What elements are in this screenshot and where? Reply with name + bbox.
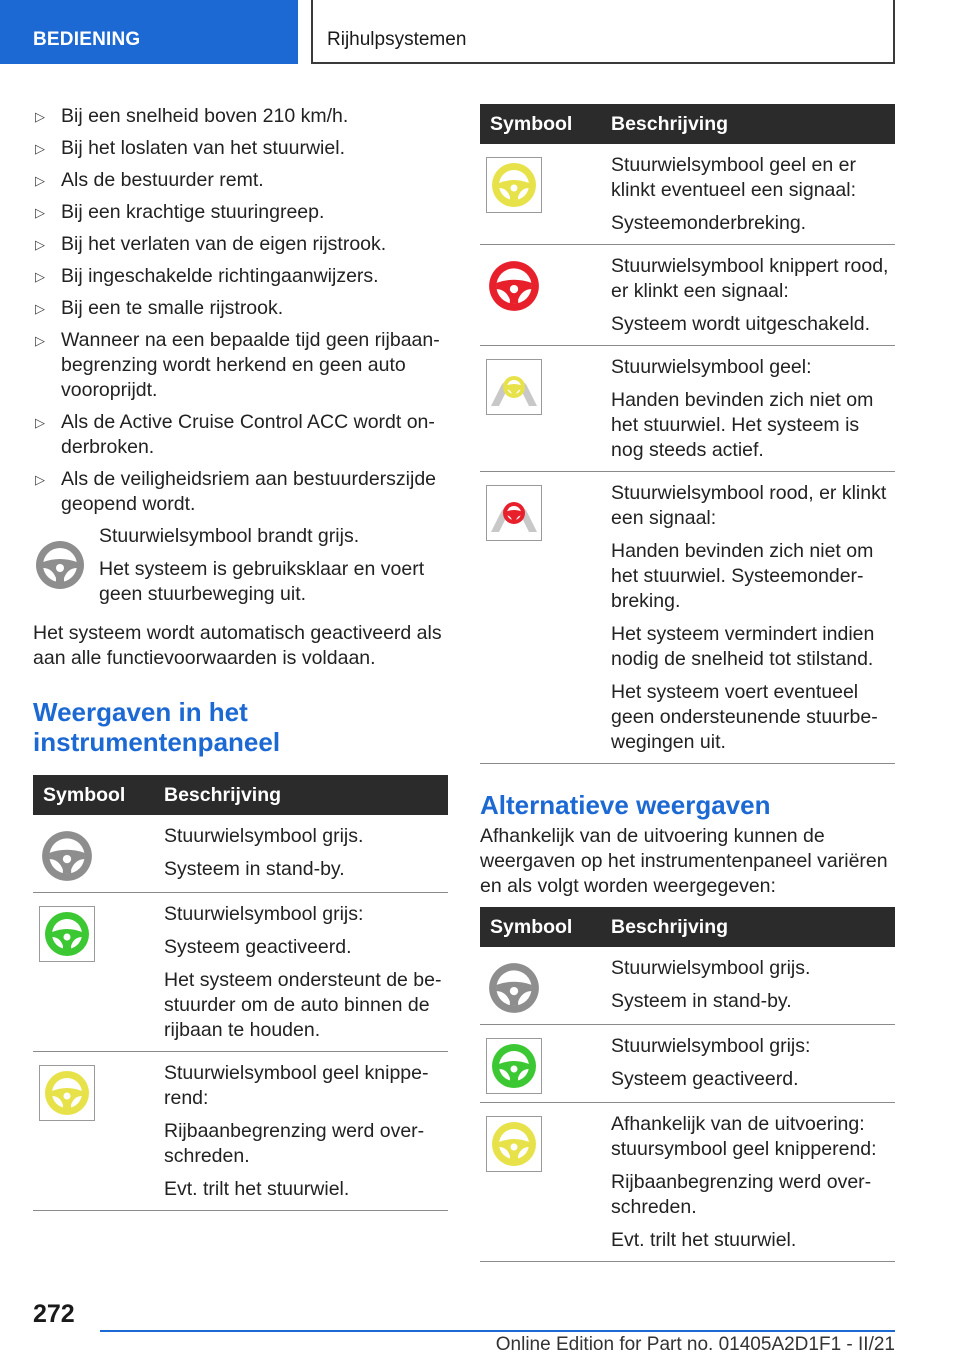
edition-footer: Online Edition for Part no. 01405A2D1F1 - II/21 — [495, 1334, 895, 1355]
column-header-description: Beschrijving — [164, 775, 448, 815]
steering-wheel-yellow-icon — [486, 1116, 542, 1172]
description-line: Rijbaanbegrenzing werd overschreden. — [611, 1171, 872, 1218]
body-paragraph: Afhankelijk van de uitvoering kunnen de weergaven op het instrumentenpaneel variëren en als volgt worden weergegeven: — [480, 825, 888, 897]
description-line: Systeem wordt uitgeschakeld. — [611, 313, 871, 335]
description-line: Stuurwielsymbool grijs: — [164, 903, 364, 925]
section-heading: Alternatieve weergaven — [480, 790, 771, 820]
steering-wheel-yellow-icon — [486, 157, 542, 213]
description-line: Stuurwielsymbool geel: — [611, 356, 812, 378]
list-item: ▷ Bij een snelheid boven 210 km/h. — [35, 105, 349, 127]
description-line: Stuurwielsymbool rood, er klinkt een signaal: — [611, 482, 887, 529]
column-header-description: Beschrijving — [611, 907, 895, 947]
triangle-bullet-icon: ▷ — [35, 205, 45, 220]
list-item: ▷ Bij een krachtige stuuringreep. — [35, 201, 325, 223]
hands-off-yellow-icon — [486, 359, 542, 415]
list-item: ▷ Bij ingeschakelde richtingaanwijzers. — [35, 265, 379, 287]
list-item: ▷ Als de Active Cruise Control ACC wordt onderbroken. — [35, 411, 435, 458]
chapter-title: Rijhulpsystemen — [327, 29, 467, 50]
triangle-bullet-icon: ▷ — [35, 472, 45, 487]
list-item: ▷ Wanneer na een bepaalde tijd geen rijbaanbegrenzing wordt herkend en geen auto vooroprijdt. — [35, 329, 440, 401]
table-row — [480, 947, 895, 1025]
steering-wheel-gray-icon — [39, 828, 95, 884]
description-line: Stuurwielsymbool geel knipperend: — [164, 1062, 429, 1109]
steering-wheel-green-icon — [486, 1038, 542, 1094]
triangle-bullet-icon: ▷ — [35, 269, 45, 284]
inline-symbol-note — [33, 524, 448, 615]
description-line: Systeem in stand-by. — [611, 990, 792, 1012]
triangle-bullet-icon: ▷ — [35, 173, 45, 188]
triangle-bullet-icon: ▷ — [35, 333, 45, 348]
section-tab — [0, 0, 298, 64]
triangle-bullet-icon: ▷ — [35, 109, 45, 124]
description-line: Stuurwielsymbool geel en er klinkt eventueel een signaal: — [611, 154, 856, 201]
symbol-table — [480, 104, 895, 764]
column-header-symbol: Symbool — [480, 104, 611, 144]
chapter-header — [311, 0, 895, 64]
list-item: ▷ Bij het loslaten van het stuurwiel. — [35, 137, 345, 159]
page-number: 272 — [33, 1300, 75, 1328]
description-line: Het systeem ondersteunt de bestuurder om de auto binnen de rijbaan te houden. — [164, 969, 442, 1041]
description-line: Afhankelijk van de uitvoering: stuursymbool geel knipperend: — [611, 1113, 877, 1160]
triangle-bullet-icon: ▷ — [35, 237, 45, 252]
footer-divider — [100, 1330, 895, 1332]
alternative-symbol-table — [480, 907, 895, 1262]
deactivation-list — [33, 104, 448, 517]
list-item: ▷ Als de veiligheidsriem aan bestuurderszijde geopend wordt. — [35, 468, 437, 515]
description-line: Handen bevinden zich niet om het stuurwiel. Systeemonderbreking. — [611, 540, 874, 612]
list-item: ▷ Bij een te smalle rijstrook. — [35, 297, 284, 319]
steering-wheel-yellow-icon — [39, 1065, 95, 1121]
steering-wheel-gray-icon — [33, 538, 87, 592]
description-line: Systeemonderbreking. — [611, 212, 807, 234]
hands-off-red-icon — [486, 485, 542, 541]
description-line: Stuurwielsymbool grijs. — [611, 957, 811, 979]
body-paragraph: Het systeem wordt automatisch geactiveerd als aan alle functievoorwaarden is voldaan. — [33, 622, 442, 669]
right-column — [480, 104, 895, 1262]
steering-wheel-red-icon — [486, 258, 542, 314]
left-column — [33, 104, 448, 1211]
section-label: BEDIENING — [33, 29, 141, 50]
description-line: Stuurwielsymbool knippert rood, er klinkt een signaal: — [611, 255, 889, 302]
table-row — [480, 245, 895, 346]
column-header-description: Beschrijving — [611, 104, 895, 144]
table-row — [480, 1103, 895, 1262]
description-line: Het systeem voert eventueel geen ondersteunende stuurbewegingen uit. — [611, 681, 878, 753]
description-line: Het systeem vermindert indien nodig de snelheid tot stilstand. — [611, 623, 875, 670]
steering-wheel-green-icon — [39, 906, 95, 962]
table-row — [33, 893, 448, 1052]
table-row — [480, 472, 895, 764]
symbol-note-line: Het systeem is gebruiksklaar en voert geen stuurbeweging uit. — [99, 558, 425, 605]
description-line: Stuurwielsymbool grijs: — [611, 1035, 811, 1057]
triangle-bullet-icon: ▷ — [35, 301, 45, 316]
column-header-symbol: Symbool — [480, 907, 611, 947]
list-item: ▷ Bij het verlaten van de eigen rijstrook. — [35, 233, 387, 255]
table-row — [480, 144, 895, 245]
table-row — [480, 1025, 895, 1103]
table-row — [480, 346, 895, 472]
description-line: Rijbaanbegrenzing werd overschreden. — [164, 1120, 425, 1167]
description-line: Evt. trilt het stuurwiel. — [164, 1178, 350, 1200]
description-line: Systeem geactiveerd. — [164, 936, 352, 958]
description-line: Stuurwielsymbool grijs. — [164, 825, 364, 847]
section-heading: Weergaven in het instrumentenpaneel — [33, 697, 281, 757]
list-item: ▷ Als de bestuurder remt. — [35, 169, 264, 191]
symbol-note-line: Stuurwielsymbool brandt grijs. — [99, 525, 360, 547]
description-line: Handen bevinden zich niet om het stuurwiel. Het systeem is nog steeds actief. — [611, 389, 874, 461]
triangle-bullet-icon: ▷ — [35, 415, 45, 430]
symbol-table — [33, 775, 448, 1211]
table-row — [33, 815, 448, 893]
table-row — [33, 1052, 448, 1211]
description-line: Systeem in stand-by. — [164, 858, 345, 880]
steering-wheel-gray-icon — [486, 960, 542, 1016]
description-line: Evt. trilt het stuurwiel. — [611, 1229, 797, 1251]
column-header-symbol: Symbool — [33, 775, 164, 815]
description-line: Systeem geactiveerd. — [611, 1068, 799, 1090]
triangle-bullet-icon: ▷ — [35, 141, 45, 156]
